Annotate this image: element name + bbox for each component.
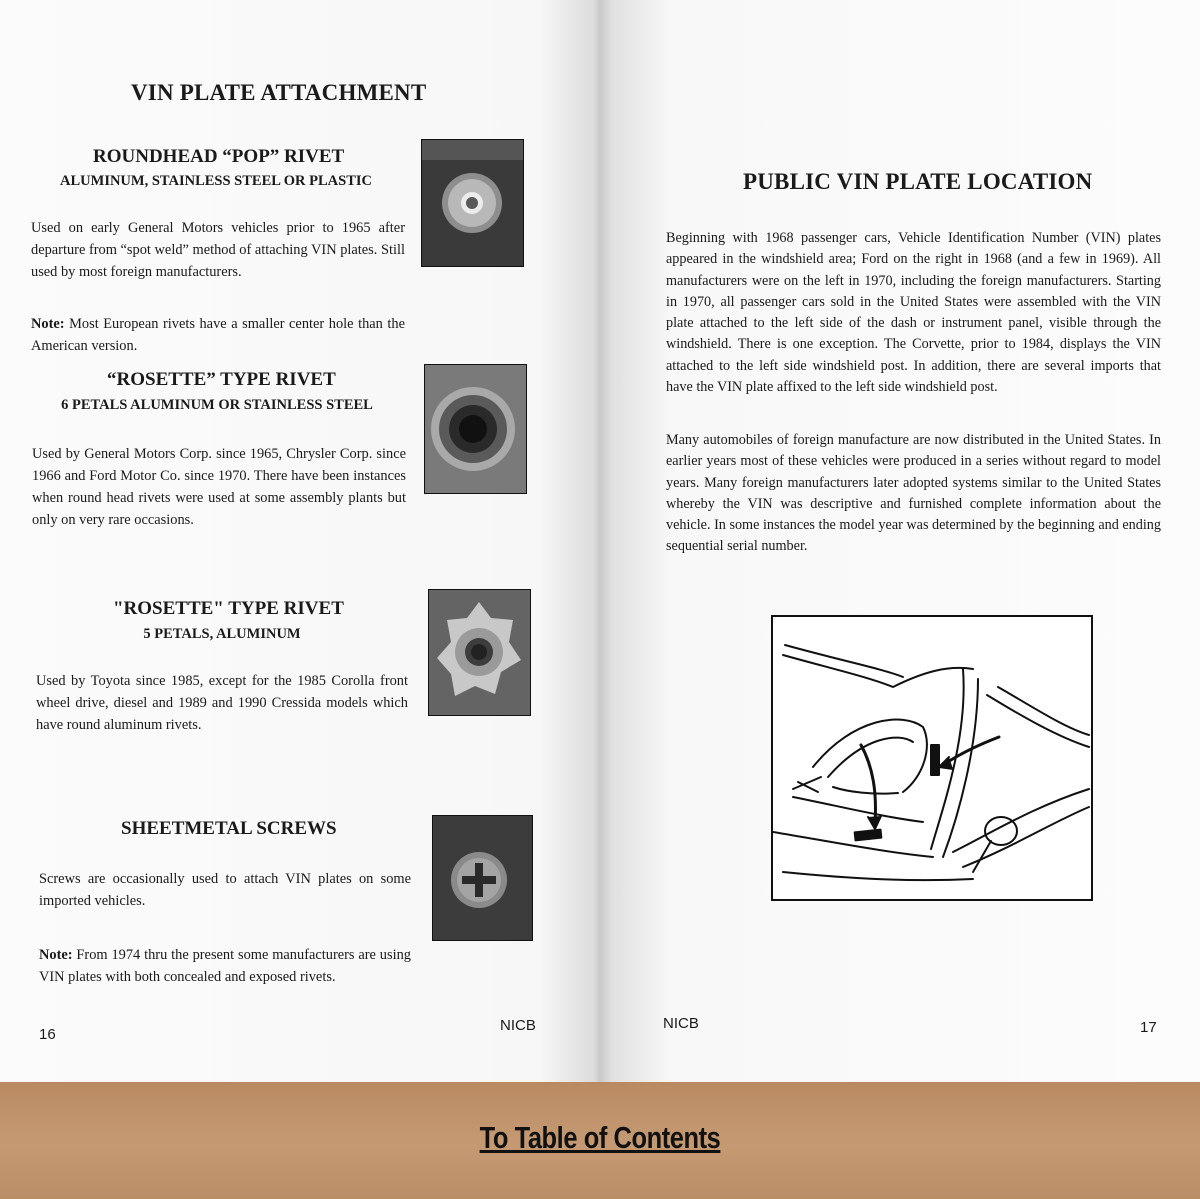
note-text: Most European rivets have a smaller center hole than the American version. (31, 316, 405, 354)
section-subheading: 5 PETALS, ALUMINUM (143, 626, 301, 642)
table-of-contents-link[interactable]: To Table of Contents (479, 1120, 721, 1155)
section-heading: "ROSETTE" TYPE RIVET (113, 598, 344, 619)
note-label: Note: (31, 316, 65, 332)
footer-label: NICB (663, 1015, 699, 1032)
section-body: Screws are occasionally used to attach VIN plates on some imported vehicles. (39, 871, 411, 909)
page-number: 17 (1140, 1019, 1157, 1036)
note-text: From 1974 thru the present some manufacturers are using VIN plates with both concealed and exposed rivets. (39, 947, 411, 985)
right-page (600, 0, 1200, 1082)
note-label: Note: (39, 947, 73, 963)
section-heading: SHEETMETAL SCREWS (121, 818, 337, 839)
page-title: VIN PLATE ATTACHMENT (131, 80, 427, 105)
section-heading: ROUNDHEAD “POP” RIVET (93, 146, 345, 167)
section-subheading: 6 PETALS ALUMINUM OR STAINLESS STEEL (61, 397, 373, 413)
section-subheading: ALUMINUM, STAINLESS STEEL OR PLASTIC (60, 173, 372, 189)
section-body: Used by General Motors Corp. since 1965, Chrysler Corp. since 1966 and Ford Motor Co. since 1970. There have been instances when round head rivets were used at some assembly plants but only on very rare occasions. (32, 446, 406, 528)
body-paragraph: Beginning with 1968 passenger cars, Vehicle Identification Number (VIN) plates appeared in the windshield area; Ford on the right in 1968 (and a few in 1969). All manufacturers were on the left in 1970, including the foreign manufacturers. Starting in 1970, all passenger cars sold in the United States were assembled with the VIN plate attached to the left side of the dash or instrument panel, visible through the windshield. There is one exception. The Corvette, prior to 1984, displays the VIN attached to the left side windshield post. In addition, there are several imports that have the VIN plate affixed to the left side windshield post. (666, 230, 1161, 396)
pop-rivet-photo (421, 139, 524, 267)
left-page (0, 0, 600, 1082)
page-title: PUBLIC VIN PLATE LOCATION (743, 169, 1093, 194)
page-number: 16 (39, 1026, 56, 1043)
section-body: Used by Toyota since 1985, except for the 1985 Corolla front wheel drive, diesel and 1989 and 1990 Cressida models which have round aluminum rivets. (36, 673, 408, 733)
body-paragraph: Many automobiles of foreign manufacture are now distributed in the United States. In earlier years most of these vehicles were produced in a series without regard to model years. Many foreign manufacturers later adopted systems similar to the United States whereby the VIN was descriptive and furnished complete information about the vehicle. In some instances the model year was determined by the beginning and ending sequential serial number. (666, 432, 1161, 555)
section-note (31, 313, 405, 357)
section-heading: “ROSETTE” TYPE RIVET (107, 369, 336, 390)
section-note (39, 944, 411, 988)
rosette-5-petal-rivet-photo (428, 589, 531, 716)
windshield-vin-location-diagram (771, 615, 1093, 901)
footer-label: NICB (500, 1017, 536, 1034)
section-body: Used on early General Motors vehicles prior to 1965 after departure from “spot weld” method of attaching VIN plates. Still used by most foreign manufacturers. (31, 220, 405, 280)
rosette-6-petal-rivet-photo (424, 364, 527, 494)
sheetmetal-screw-photo (432, 815, 533, 941)
